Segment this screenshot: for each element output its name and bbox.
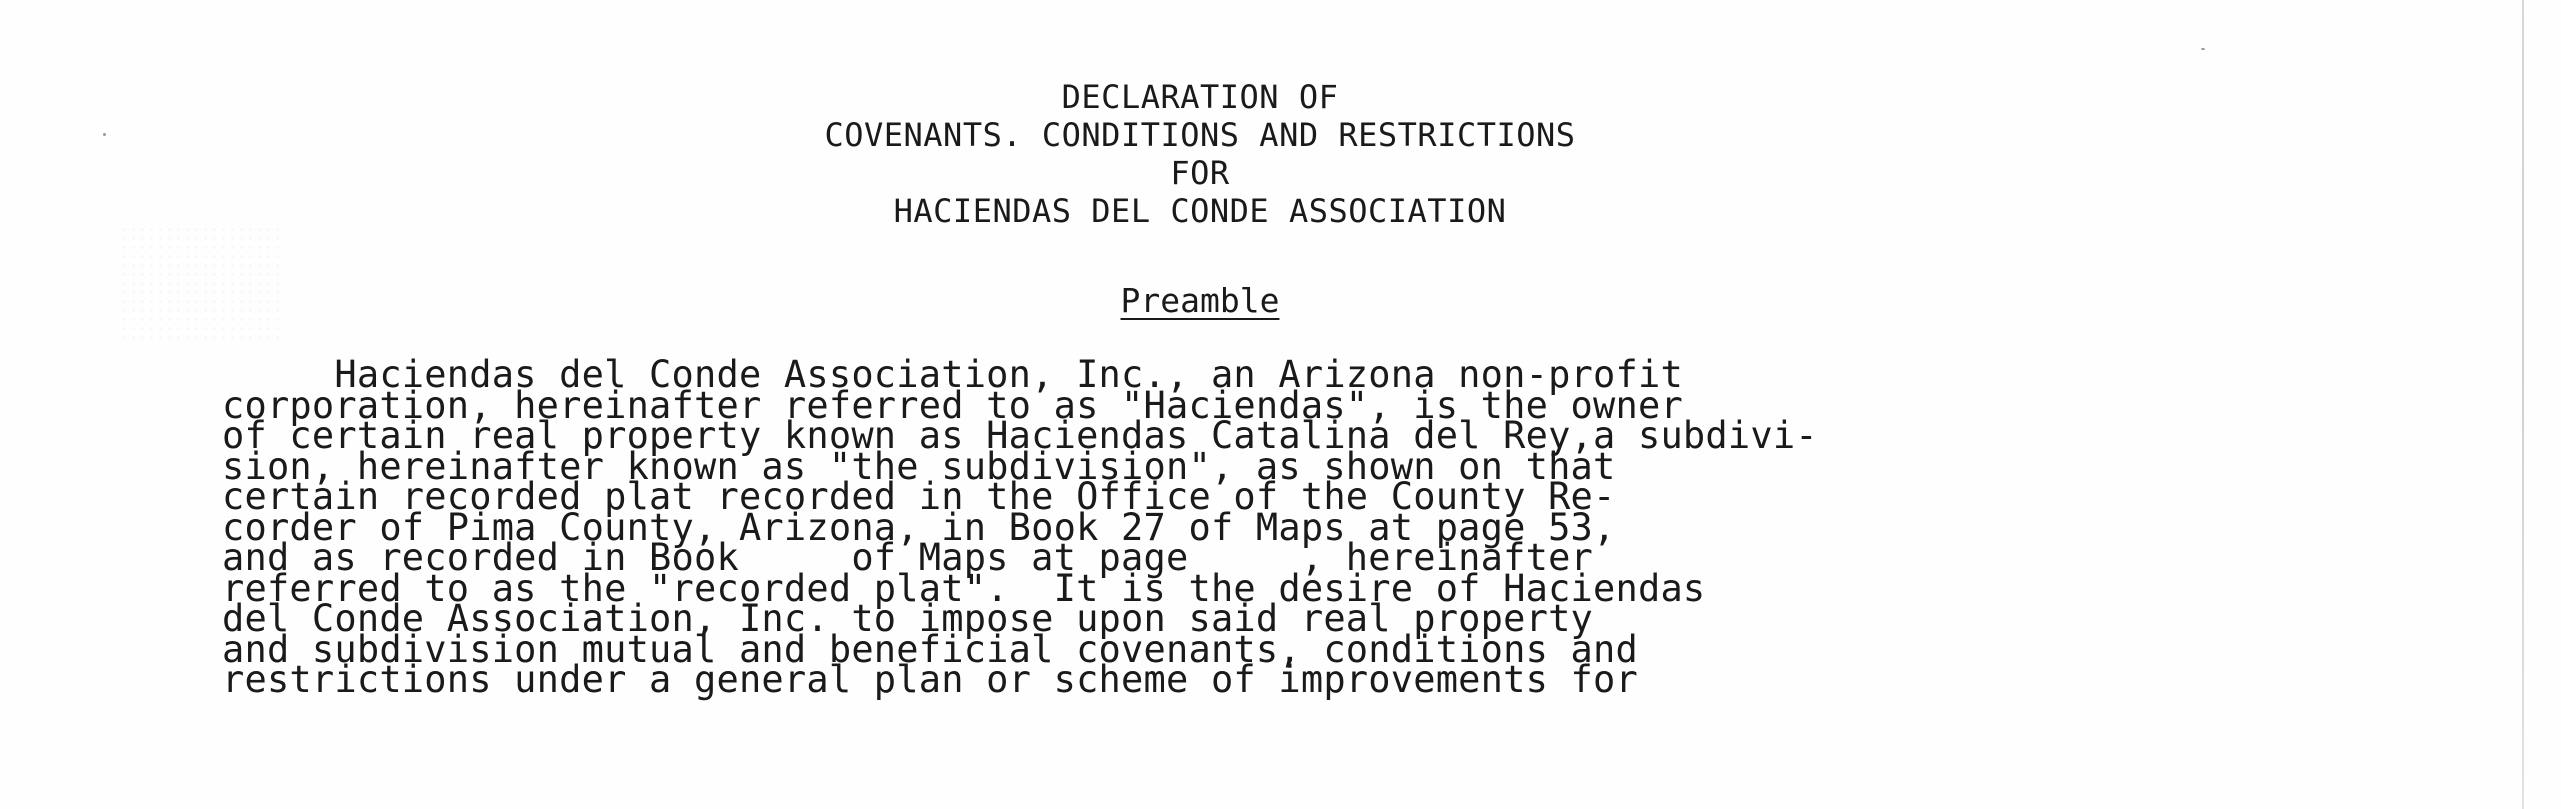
- body-line: and as recorded in Book of Maps at page , hereinafter: [222, 536, 1594, 579]
- scan-speck: [103, 133, 106, 136]
- body-line: del Conde Association, Inc. to impose upon said real property: [222, 597, 1594, 640]
- body-line: corporation, hereinafter referred to as "Haciendas", is the owner: [222, 383, 1683, 427]
- scan-speck: [2201, 48, 2205, 50]
- preamble-body: [222, 353, 1922, 701]
- title-line: HACIENDAS DEL CONDE ASSOCIATION: [893, 192, 1507, 230]
- title-line: FOR: [1170, 154, 1230, 192]
- section-heading-text: Preamble: [1120, 281, 1280, 320]
- body-line: restrictions under a general plan or scheme of improvements for: [222, 658, 1638, 701]
- body-line: certain recorded plat recorded in the Office of the County Re-: [222, 475, 1616, 518]
- body-line: and subdivision mutual and beneficial covenants, conditions and: [222, 627, 1638, 671]
- title-line: COVENANTS. CONDITIONS AND RESTRICTIONS: [824, 116, 1576, 154]
- page-edge-line: [2522, 0, 2524, 809]
- body-line: sion, hereinafter known as "the subdivision", as shown on that: [222, 444, 1616, 488]
- document-title: [520, 78, 1880, 230]
- body-line: Haciendas del Conde Association, Inc., an Arizona non-profit: [222, 353, 1683, 396]
- title-line: DECLARATION OF: [1061, 78, 1339, 116]
- section-heading: [520, 282, 1880, 320]
- scan-noise: [120, 225, 280, 345]
- body-line: of certain real property known as Haciendas Catalina del Rey,a subdivi-: [222, 414, 1818, 457]
- body-line: corder of Pima County, Arizona, in Book 27 of Maps at page 53,: [222, 505, 1616, 549]
- body-line: referred to as the "recorded plat". It is the desire of Haciendas: [222, 566, 1706, 610]
